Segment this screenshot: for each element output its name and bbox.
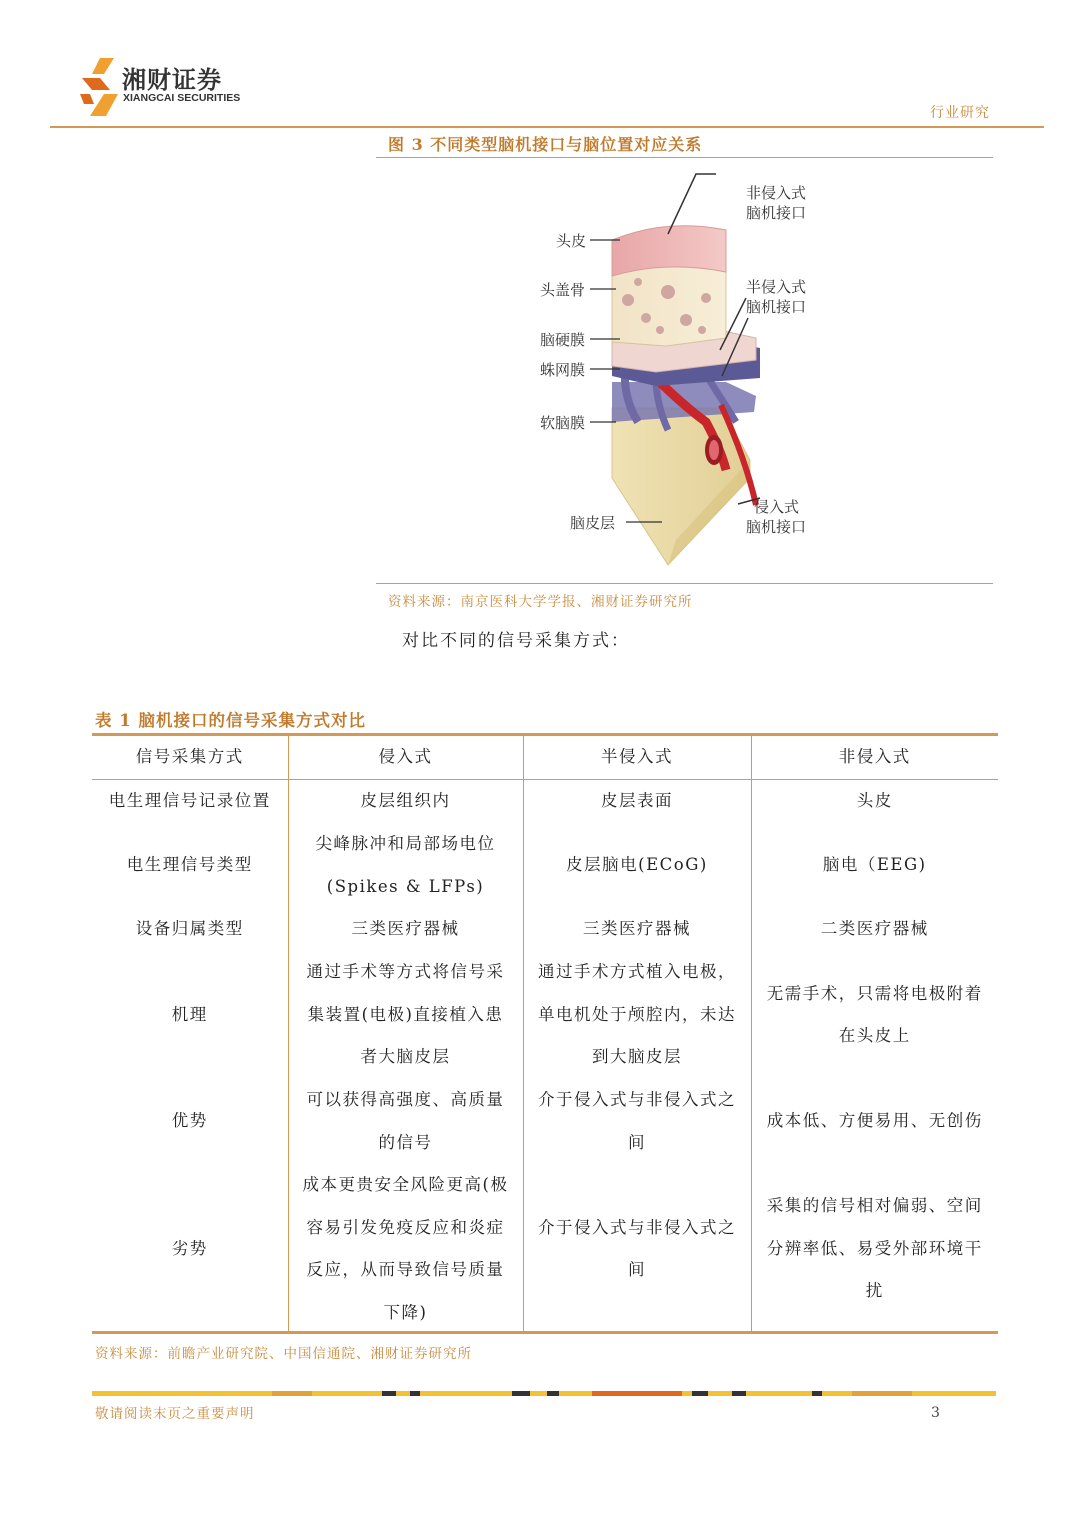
table-cell: 皮层表面 <box>523 779 751 823</box>
header-cell: 侵入式 <box>288 736 523 779</box>
footer-decorative-bar <box>92 1391 996 1396</box>
table-title: 表 1 脑机接口的信号采集方式对比 <box>95 711 366 730</box>
label-cortex: 脑皮层 <box>570 514 616 532</box>
table-cell: 皮层组织内 <box>288 779 523 823</box>
header-cell: 信号采集方式 <box>92 736 288 779</box>
row-label: 电生理信号类型 <box>126 855 253 875</box>
report-section-label: 行业研究 <box>930 105 990 121</box>
page-header <box>0 0 1080 130</box>
page-number: 3 <box>931 1405 940 1421</box>
header-divider <box>50 126 1044 128</box>
table-cell: 成本低、方便易用、无创伤 <box>751 1079 998 1164</box>
brand-name-cn: 湘财证券 <box>122 66 222 94</box>
figure-bottom-rule <box>376 583 993 584</box>
row-label: 机理 <box>171 1004 208 1024</box>
table-cell: 二类医疗器械 <box>751 908 998 951</box>
table-cell: 成本更贵安全风险更高(极容易引发免疫反应和炎症反应，从而导致信号质量下降) <box>288 1164 523 1334</box>
label-invasive-line2: 脑机接口 <box>746 518 807 536</box>
table-cell: 三类医疗器械 <box>288 908 523 951</box>
table-row <box>92 908 998 951</box>
skull-layer <box>612 264 726 346</box>
table-cell: 介于侵入式与非侵入式之间 <box>523 1079 751 1164</box>
label-semi-invasive-line1: 半侵入式 <box>746 278 807 296</box>
table-row <box>92 779 998 823</box>
lead-paragraph: 对比不同的信号采集方式： <box>402 631 630 651</box>
table-row <box>92 1164 998 1334</box>
logo-mark-icon <box>80 56 122 118</box>
label-scalp: 头皮 <box>556 232 587 250</box>
table-row <box>92 1079 998 1164</box>
table-cell: 三类医疗器械 <box>523 908 751 951</box>
table-bottom-rule <box>92 1331 998 1334</box>
table-cell: 尖峰脉冲和局部场电位(Spikes & LFPs) <box>288 823 523 908</box>
label-invasive-line1: 侵入式 <box>754 498 800 516</box>
label-arachnoid: 蛛网膜 <box>540 361 586 379</box>
table-cell: 脑电（EEG) <box>751 823 998 908</box>
header-cell: 非侵入式 <box>751 736 998 779</box>
brand-name-en: XIANGCAI SECURITIES <box>123 92 241 104</box>
table-header-row <box>92 736 998 779</box>
row-label: 劣势 <box>171 1238 208 1258</box>
table-cell: 头皮 <box>751 779 998 823</box>
table-cell: 介于侵入式与非侵入式之间 <box>523 1164 751 1334</box>
label-pia: 软脑膜 <box>540 414 586 432</box>
figure-source: 资料来源：南京医科大学学报、湘财证券研究所 <box>388 594 693 610</box>
label-noninvasive-line2: 脑机接口 <box>746 204 807 222</box>
brain-layers-illustration <box>376 160 993 580</box>
figure-top-rule <box>376 157 993 158</box>
label-dura: 脑硬膜 <box>540 331 586 349</box>
table-cell: 通过手术方式植入电极，单电机处于颅腔内，未达到大脑皮层 <box>523 951 751 1079</box>
table-row <box>92 951 998 1079</box>
table-cell: 可以获得高强度、高质量的信号 <box>288 1079 523 1164</box>
table-source: 资料来源：前瞻产业研究院、中国信通院、湘财证券研究所 <box>95 1346 472 1362</box>
table-cell: 无需手术，只需将电极附着在头皮上 <box>751 951 998 1079</box>
table-row <box>92 823 998 908</box>
table-cell: 采集的信号相对偏弱、空间分辨率低、易受外部环境干扰 <box>751 1164 998 1334</box>
row-label: 电生理信号记录位置 <box>108 791 271 810</box>
table-cell: 通过手术等方式将信号采集装置(电极)直接植入患者大脑皮层 <box>288 951 523 1079</box>
figure-title: 图 3 不同类型脑机接口与脑位置对应关系 <box>388 135 703 154</box>
brand-logo <box>80 56 240 120</box>
comparison-table <box>92 736 998 1334</box>
row-label: 设备归属类型 <box>135 919 244 939</box>
label-skull: 头盖骨 <box>540 281 586 299</box>
label-semi-invasive-line2: 脑机接口 <box>746 298 807 316</box>
row-label: 优势 <box>171 1111 208 1131</box>
disclaimer-note: 敬请阅读末页之重要声明 <box>95 1406 255 1422</box>
label-noninvasive-line1: 非侵入式 <box>746 184 807 202</box>
header-cell: 半侵入式 <box>523 736 751 779</box>
table-cell: 皮层脑电(ECoG) <box>523 823 751 908</box>
